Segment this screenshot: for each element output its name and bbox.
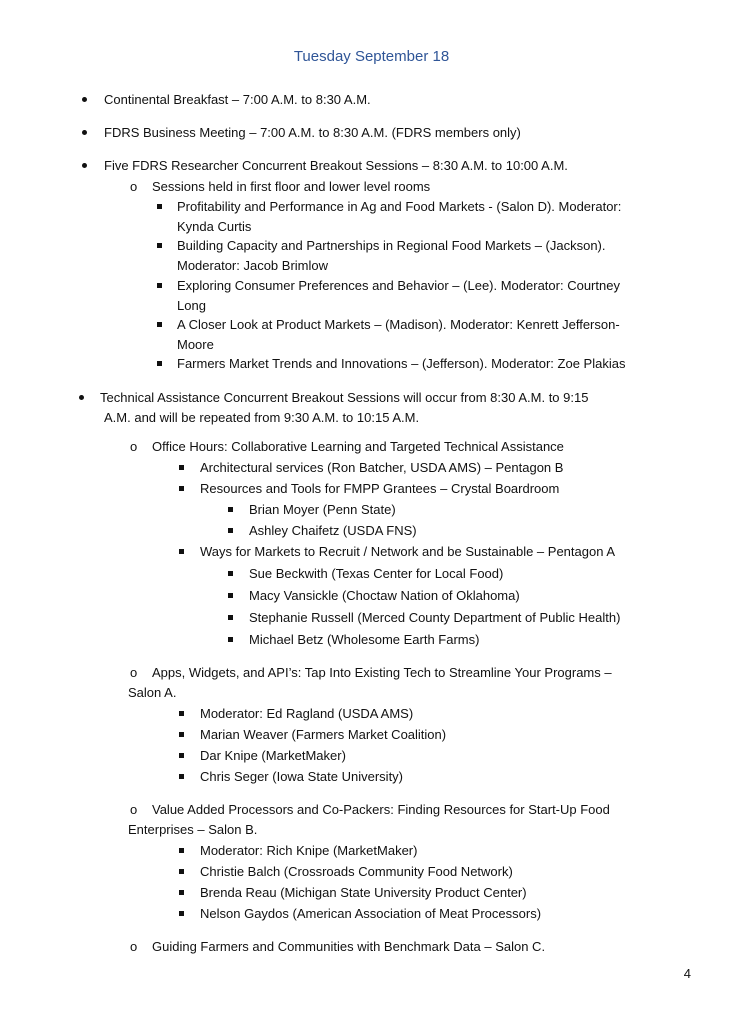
list-item: Michael Betz (Wholesome Earth Farms) [249, 632, 480, 647]
list-item: Office Hours: Collaborative Learning and Targeted Technical Assistance [152, 439, 564, 454]
square-bullet [179, 549, 184, 554]
square-bullet [179, 890, 184, 895]
list-item: Brenda Reau (Michigan State University Product Center) [200, 885, 527, 900]
bullet-dot [82, 130, 87, 135]
square-bullet [179, 848, 184, 853]
square-bullet [228, 507, 233, 512]
list-item: A.M. and will be repeated from 9:30 A.M. to 10:15 A.M. [104, 410, 420, 425]
square-bullet [179, 486, 184, 491]
list-item: Building Capacity and Partnerships in Regional Food Markets – (Jackson). [177, 238, 606, 253]
list-item: Value Added Processors and Co-Packers: Finding Resources for Start-Up Food [152, 802, 610, 817]
square-bullet [228, 637, 233, 642]
circle-bullet: o [130, 665, 138, 680]
square-bullet [228, 528, 233, 533]
circle-bullet: o [130, 802, 138, 817]
list-item: Apps, Widgets, and API’s: Tap Into Existing Tech to Streamline Your Programs – [152, 665, 612, 680]
list-item: Brian Moyer (Penn State) [249, 502, 396, 517]
circle-bullet: o [130, 179, 138, 194]
list-item: Christie Balch (Crossroads Community Food Network) [200, 864, 513, 879]
list-item: Kynda Curtis [177, 219, 252, 234]
list-item: Technical Assistance Concurrent Breakout Sessions will occur from 8:30 A.M. to 9:15 [100, 390, 589, 405]
list-item: Moderator: Rich Knipe (MarketMaker) [200, 843, 418, 858]
list-item: Architectural services (Ron Batcher, USDA AMS) – Pentagon B [200, 460, 564, 475]
list-item: Ways for Markets to Recruit / Network and be Sustainable – Pentagon A [200, 544, 616, 559]
page-number: 4 [683, 966, 691, 981]
circle-bullet: o [130, 439, 138, 454]
square-bullet [228, 615, 233, 620]
list-item: Farmers Market Trends and Innovations – (Jefferson). Moderator: Zoe Plakias [177, 356, 626, 371]
list-item: Ashley Chaifetz (USDA FNS) [249, 523, 417, 538]
list-item: Enterprises – Salon B. [128, 822, 258, 837]
square-bullet [157, 204, 162, 209]
square-bullet [157, 361, 162, 366]
list-item: Exploring Consumer Preferences and Behavior – (Lee). Moderator: Courtney [177, 278, 620, 293]
list-item: Macy Vansickle (Choctaw Nation of Oklahoma) [249, 588, 520, 603]
square-bullet [179, 711, 184, 716]
list-item: Five FDRS Researcher Concurrent Breakout Sessions – 8:30 A.M. to 10:00 A.M. [104, 158, 568, 173]
circle-bullet: o [130, 939, 138, 954]
list-item: Marian Weaver (Farmers Market Coalition) [200, 727, 447, 742]
list-item: Stephanie Russell (Merced County Department of Public Health) [249, 610, 621, 625]
list-item: Chris Seger (Iowa State University) [200, 769, 404, 784]
square-bullet [157, 243, 162, 248]
list-item: Moderator: Jacob Brimlow [177, 258, 328, 273]
list-item: Resources and Tools for FMPP Grantees – Crystal Boardroom [200, 481, 560, 496]
list-item: Moderator: Ed Ragland (USDA AMS) [200, 706, 414, 721]
list-item: Moore [177, 337, 214, 352]
bullet-dot [82, 163, 87, 168]
square-bullet [179, 774, 184, 779]
list-item: Sue Beckwith (Texas Center for Local Food) [249, 566, 504, 581]
square-bullet [179, 869, 184, 874]
square-bullet [179, 732, 184, 737]
list-item: Continental Breakfast – 7:00 A.M. to 8:30 A.M. [104, 92, 371, 107]
bullet-dot [79, 395, 84, 400]
list-item: A Closer Look at Product Markets – (Madison). Moderator: Kenrett Jefferson- [177, 317, 620, 332]
square-bullet [179, 911, 184, 916]
list-item: Dar Knipe (MarketMaker) [200, 748, 346, 763]
list-item: Profitability and Performance in Ag and Food Markets - (Salon D). Moderator: [177, 199, 622, 214]
bullet-dot [82, 97, 87, 102]
list-item: Sessions held in first floor and lower level rooms [152, 179, 431, 194]
list-item: Guiding Farmers and Communities with Benchmark Data – Salon C. [152, 939, 546, 954]
square-bullet [228, 593, 233, 598]
list-item: Salon A. [128, 685, 177, 700]
square-bullet [157, 283, 162, 288]
list-item: Nelson Gaydos (American Association of Meat Processors) [200, 906, 542, 921]
square-bullet [157, 322, 162, 327]
page-title: Tuesday September 18 [293, 48, 450, 65]
square-bullet [179, 753, 184, 758]
list-item: Long [177, 298, 206, 313]
square-bullet [179, 465, 184, 470]
list-item: FDRS Business Meeting – 7:00 A.M. to 8:30 A.M. (FDRS members only) [104, 125, 521, 140]
square-bullet [228, 571, 233, 576]
